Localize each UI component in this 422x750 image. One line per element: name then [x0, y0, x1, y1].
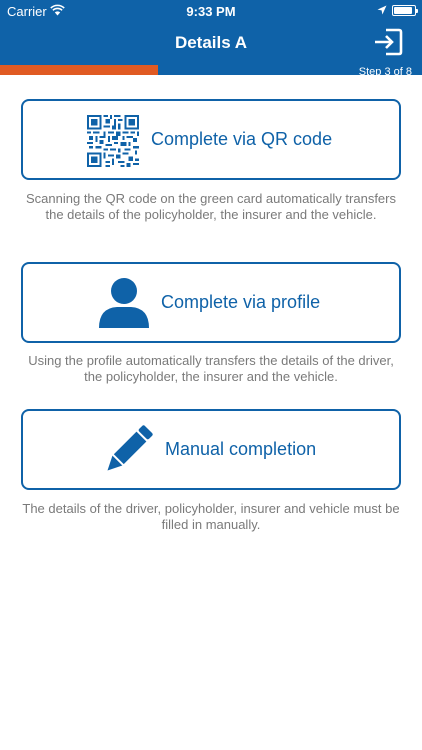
clock-label: 9:33 PM	[186, 4, 236, 19]
person-icon	[97, 276, 151, 330]
progress-fill	[0, 65, 158, 75]
option-label: Complete via QR code	[151, 129, 333, 149]
exit-icon[interactable]	[372, 26, 404, 58]
complete-via-profile-button[interactable]	[21, 262, 401, 343]
battery-icon	[392, 5, 416, 16]
option-description: Using the profile automatically transfers the details of the driver, the policyholder, the insurer and the vehicle.	[28, 353, 394, 384]
step-indicator: Step 3 of 8	[358, 66, 412, 78]
complete-via-qr-button[interactable]	[21, 99, 401, 180]
option-label: Manual completion	[165, 439, 317, 459]
option-description: Scanning the QR code on the green card automatically transfers the details of the policyholder, the insurer and the vehicle.	[26, 191, 396, 222]
carrier-label: Carrier	[7, 4, 47, 19]
header-bar	[0, 0, 422, 78]
page-title: Details A	[174, 33, 248, 52]
pencil-icon	[101, 423, 155, 477]
option-description: The details of the driver, policyholder, insurer and vehicle must be filled in manually.	[22, 501, 400, 532]
location-arrow-icon	[377, 5, 387, 15]
manual-completion-button[interactable]	[21, 409, 401, 490]
option-label: Complete via profile	[161, 292, 321, 312]
status-bar	[0, 0, 422, 22]
qr-code-icon	[87, 115, 139, 167]
